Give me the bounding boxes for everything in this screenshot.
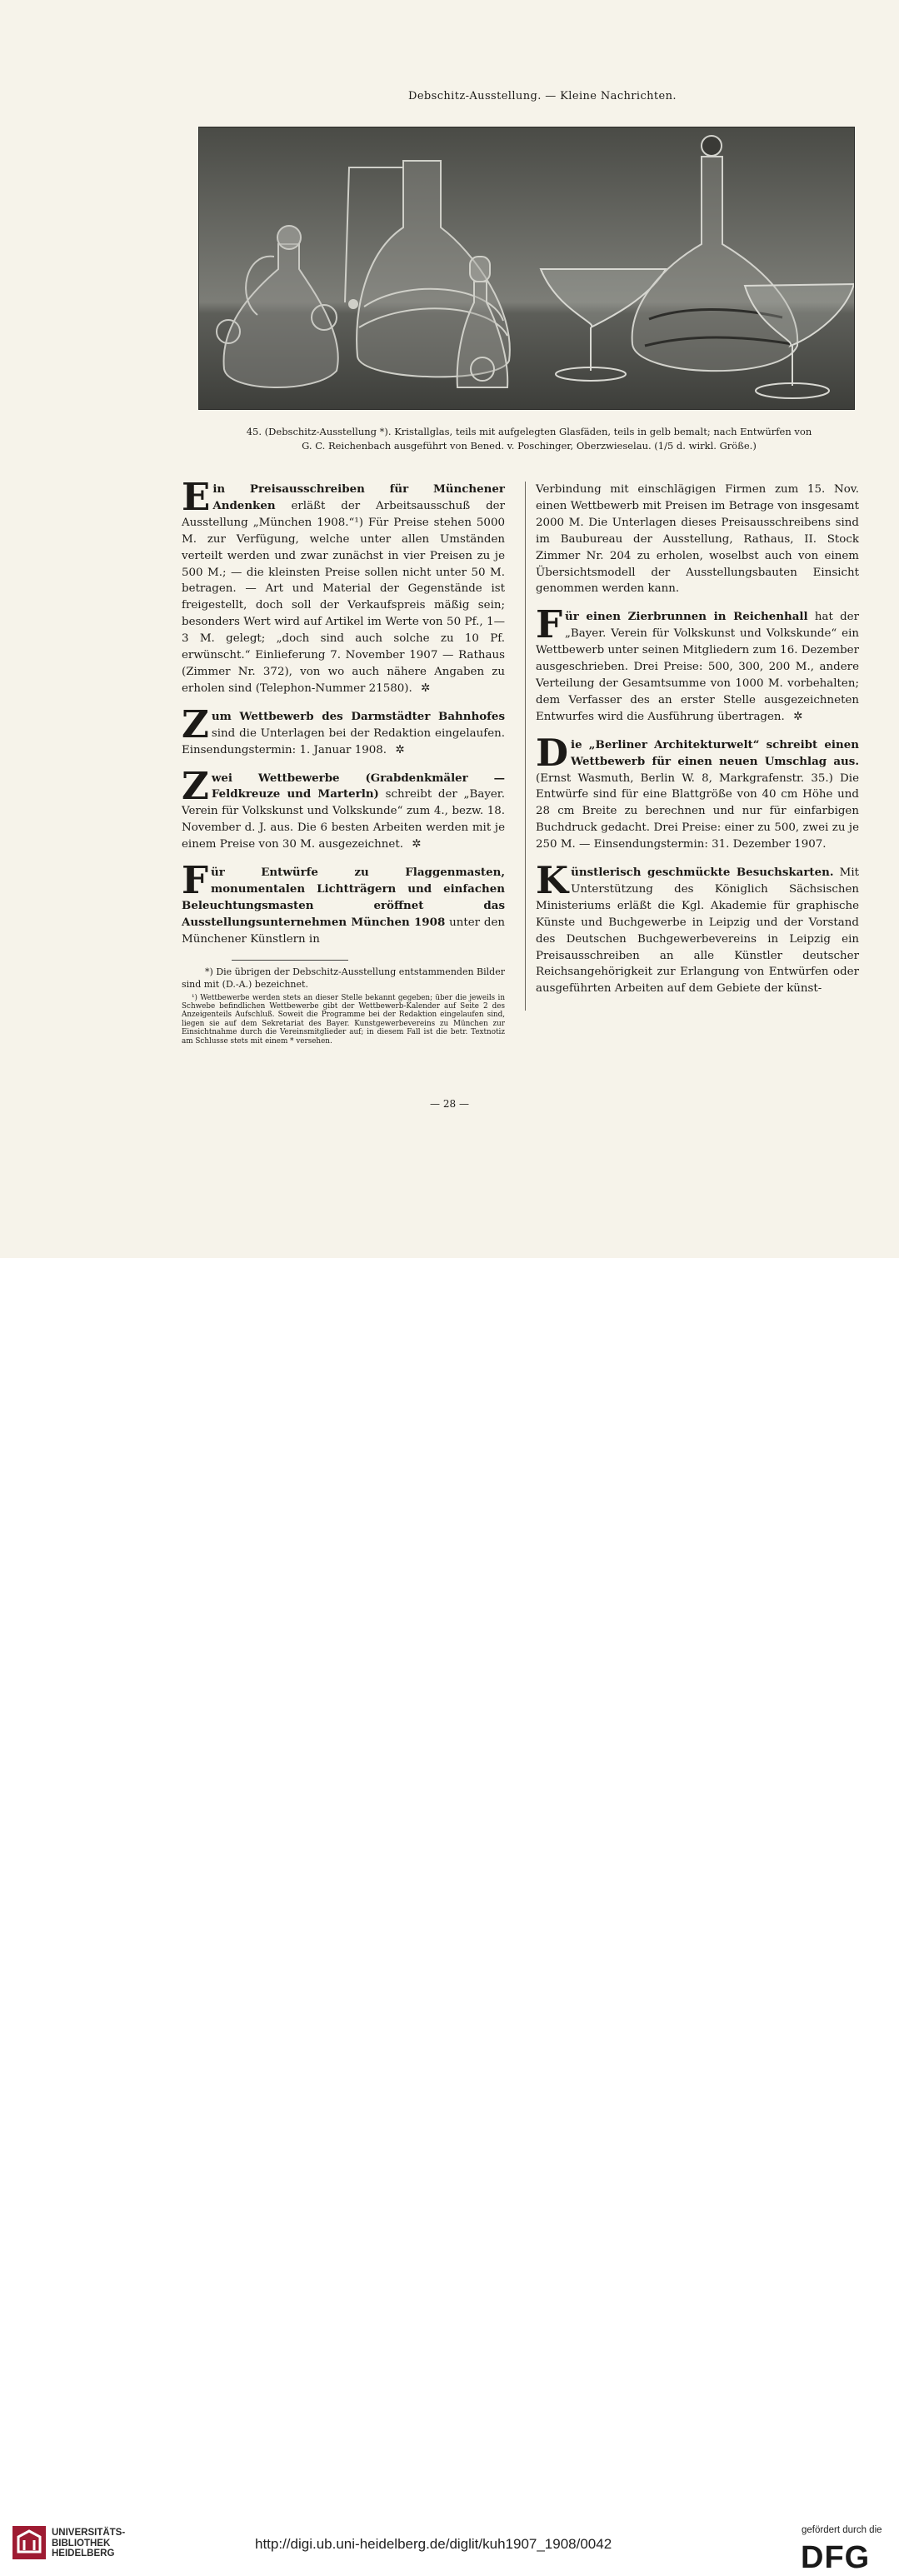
viewer-footer [0,1258,899,2575]
glassware-photograph [198,127,855,410]
end-mark: ✲ [412,838,422,851]
column-divider [525,482,526,1011]
notice-body: (Ernst Wasmuth, Berlin W. 8, Markgrafenstr. 35.) Die Entwürfe sind für eine Blattgröße von 40 cm Höhe und 28 cm Breite zu berechnen und nur für einfarbigen Buchdruck gedacht. Drei Preise: einer zu 500, zwei zu je 250 M. — Einsendungstermin: 31. Dezember 1907. [536,771,859,851]
notice-architekturwelt-cover [536,730,859,853]
library-name-line-3: HEIDELBERG [52,2549,115,2559]
running-head: Debschitz-Ausstellung. — Kleine Nachrichten. [408,90,677,102]
notice-title: ür einen Zierbrunnen in Reichenhall [564,610,808,624]
notice-title: ünstlerisch geschmückte Besuchskarten. [571,866,834,880]
notice-munich-souvenirs [182,475,505,697]
right-column [536,482,859,1009]
notice-flagpoles [182,858,505,948]
dfg-logo: DFG [801,2540,871,2575]
library-name [52,2528,125,2559]
notice-reichenhall-fountain [536,602,859,725]
caption-line-1: 45. (Debschitz-Ausstellung *). Kristallglas, teils mit aufgelegten Glasfäden, teils in gelb bemalt; nach Entwürfen von [246,426,812,437]
notice-darmstadt-station [182,701,505,759]
notice-title: ie „Berliner Architekturwelt“ schreibt einen Wettbewerb für einen neuen Umschlag aus. [571,737,859,768]
notice-title: ür Entwürfe zu Flaggenmasten, monumentalen Lichtträgern und einfachen Beleuchtungsmasten eröffnet das Ausstellungsunternehmen München 1908 [182,866,505,929]
left-column [182,475,505,1046]
dropcap: K [536,858,569,903]
page-number: — 28 — [430,1098,469,1110]
scanned-page [0,0,899,1258]
library-name-line-2: BIBLIOTHEK [52,2538,111,2549]
permalink-url[interactable]: http://digi.ub.uni-heidelberg.de/diglit/kuh1907_1908/0042 [255,2536,612,2552]
dropcap: E [182,475,211,519]
footnote-debschitz: *) Die übrigen der Debschitz-Ausstellung entstammenden Bilder sind mit (D.-A.) bezeichnet. [182,966,505,990]
end-mark: ✲ [793,710,803,723]
notice-grave-monuments [182,763,505,854]
footnote-competitions: ¹) Wettbewerbe werden stets an dieser Stelle bekannt gegeben; über die jeweils in Schwebe befindlichen Wettbewerbe gibt der Wettbewerb-Kalender auf Seite 2 des Anzeigenteils Aufschluß. Soweit die Programme bei der Redaktion eingelaufen sind, liegen sie auf dem Sekretariat des Bayer. Kunstgewerbevereins zu München zur Einsichtnahme durch die Vereinsmitglieder auf; in diesem Fall ist die betr. Textnotiz am Schlusse stets mit einem * versehen. [182,993,505,1046]
library-name-line-1: UNIVERSITÄTS- [52,2528,126,2538]
notice-body: Mit Unterstützung des Königlich Sächsischen Ministeriums erläßt die Kgl. Akademie für graphische Künste und Buchgewerbe in Leipzig und der Vorstand des Deutschen Buchgewerbevereins in Leipzig ein Preisausschreiben an alle Künstler deutscher Reichsangehörigkeit zur Erlangung von Entwürfen oder ausgeführten Arbeiten auf dem Gebiete der künst- [536,866,859,996]
university-library-logo-icon [12,2525,47,2560]
notice-body: Verbindung mit einschlägigen Firmen zum 15. Nov. einen Wettbewerb mit Preisen im Betrage von insgesamt 2000 M. Die Unterlagen dieses Preisausschreibens sind im Baubureau der Ausstellung, Rathaus, II. Stock Zimmer Nr. 204 zu erholen, woselbst auch von einem Übersichtsmodell der Ausstellungsbauten Einsicht genommen werden kann. [536,483,859,596]
dropcap: F [536,602,562,647]
end-mark: ✲ [395,743,405,756]
notice-continuation [536,482,859,597]
notice-title: um Wettbewerb des Darmstädter Bahnhofes [211,709,505,723]
glassware-image [199,127,854,409]
notice-title: in Preisausschreiben für Münchener Andenken [212,482,505,512]
dropcap: F [182,858,208,903]
notice-body: hat der „Bayer. Verein für Volkskunst und Volkskunde“ ein Wettbewerb unter seinen Mitgliedern zum 16. Dezember ausgeschrieben. Drei Preise: 500, 300, 200 M., andere Verteilung der Gesamtsumme von 1000 M. vorbehalten; dem Verfasser des an erster Stelle ausgezeichneten Entwurfes wird die Ausführung übertragen. [536,611,859,723]
notice-body: erläßt der Arbeitsausschuß der Ausstellung „München 1908.“¹) Für Preise stehen 5000 M. zur Verfügung, welche unter allen Umständen verteilt werden und zwar zunächst in vier Preisen zu je 500 M.; — die kleinsten Preise sollen nicht unter 50 M. betragen. — Art und Material der Gegenstände ist freigestellt, doch soll der Verkaufspreis mäßig sein; besonders Wert wird auf Artikel im Werte von 50 Pf., 1—3 M. gelegt; „doch sind auch solche zu 10 Pf. erwünscht.“ Einlieferung 7. November 1907 — Rathaus (Zimmer Nr. 372), von wo auch nähere Angaben zu erholen sind (Telephon-Nummer 21580). [182,499,505,695]
dropcap: Z [182,763,209,808]
funding-note: gefördert durch die [802,2525,882,2535]
dropcap: Z [182,701,209,746]
figure-caption [204,425,854,453]
notice-body: unter den Münchener Künstlern in [182,916,505,946]
end-mark: ✲ [421,681,431,695]
caption-line-2: G. C. Reichenbach ausgeführt von Bened. v. Poschinger, Oberzwieselau. (1/5 d. wirkl. Größe.) [302,440,757,452]
dropcap: D [536,730,569,775]
notice-title: wei Wettbewerbe (Grabdenkmäler — Feldkreuze und Marterln) [211,771,505,801]
notice-body: schreibt der „Bayer. Verein für Volkskunst und Volkskunde“ zum 4., bezw. 18. November d. J. aus. Die 6 besten Arbeiten werden mit je einem Preise von 30 M. ausgezeichnet. [182,788,505,851]
notice-visiting-cards [536,858,859,997]
notice-body: sind die Unterlagen bei der Redaktion eingelaufen. Einsendungstermin: 1. Januar 1908. [182,726,505,756]
footnote-rule [232,960,348,961]
